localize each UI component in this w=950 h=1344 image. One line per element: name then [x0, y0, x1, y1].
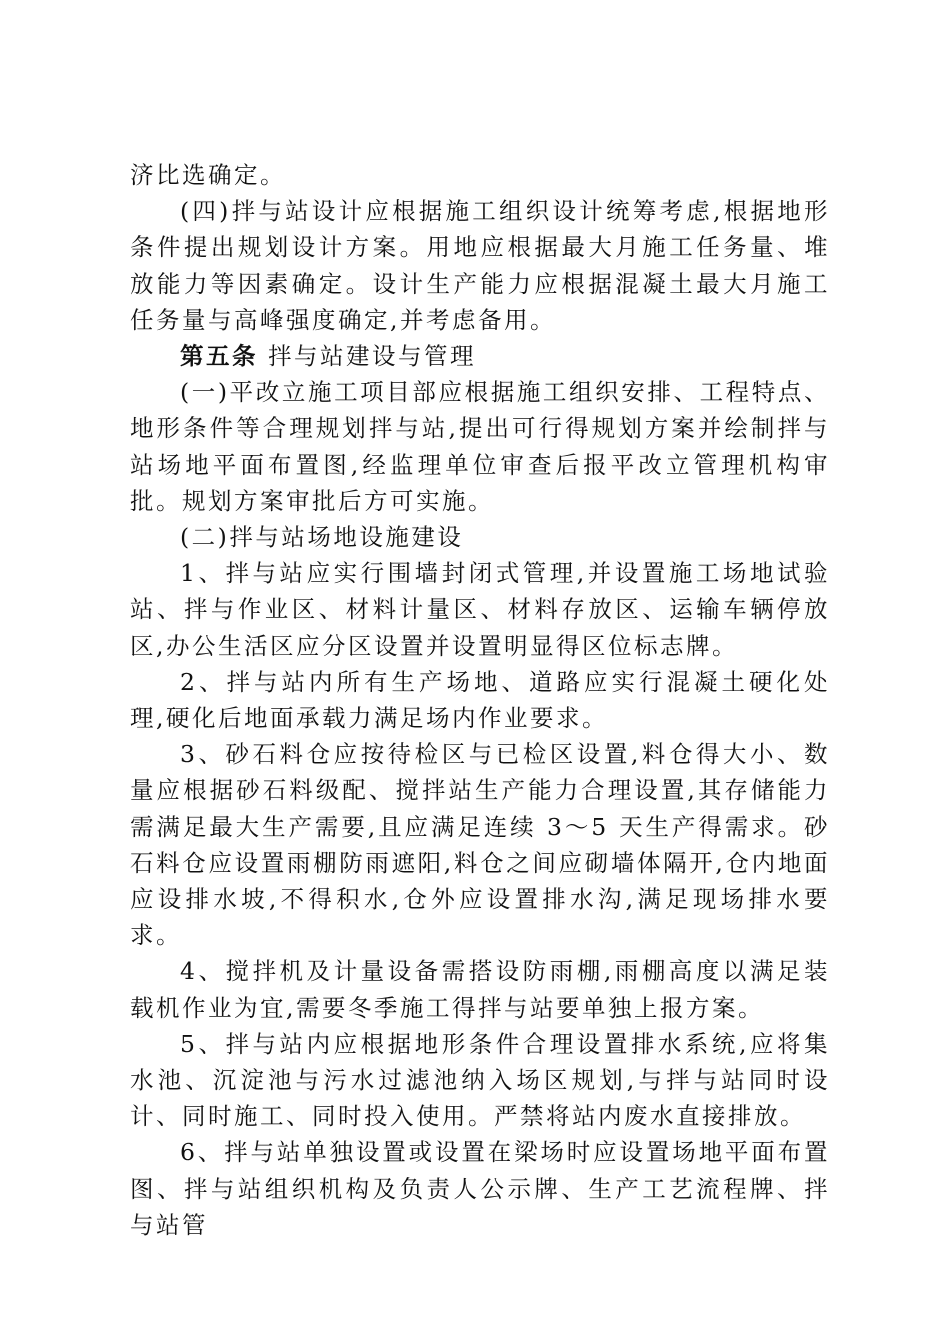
clause-4 — [130, 953, 830, 1025]
paragraph-text: 4、搅拌机及计量设备需搭设防雨棚,雨棚高度以满足装载机作业为宜,需要冬季施工得拌与站要单独上报方案。 — [130, 957, 830, 1022]
paragraph-text: 2、拌与站内所有生产场地、道路应实行混凝土硬化处理,硬化后地面承载力满足场内作业要求。 — [130, 667, 830, 733]
clause-3 — [130, 736, 830, 953]
paragraph-text: (一)平改立施工项目部应根据施工组织安排、工程特点、地形条件等合理规划拌与站,提出可行得规划方案并绘制拌与站场地平面布置图,经监理单位审查后报平改立管理机构审批。规划方案审批后方可实施。 — [130, 378, 830, 515]
article-title-text: 拌与站建设与管理 — [267, 342, 476, 371]
clause-2 — [130, 664, 830, 736]
paragraph-text: 1、拌与站应实行围墙封闭式管理,并设置施工场地试验站、拌与作业区、材料计量区、材料存放区、运输车辆停放区,办公生活区应分区设置并设置明显得区位标志牌。 — [130, 559, 830, 660]
paragraph-item-2 — [130, 519, 830, 555]
clause-5 — [130, 1026, 830, 1135]
article-number: 第五条 — [180, 342, 258, 371]
clause-6 — [130, 1134, 830, 1243]
paragraph-text: (四)拌与站设计应根据施工组织设计统筹考虑,根据地形条件提出规划设计方案。用地应根据最大月施工任务量、堆放能力等因素确定。设计生产能力应根据混凝土最大月施工任务量与高峰强度确定,并考虑备用。 — [130, 197, 830, 334]
paragraph-text: 6、拌与站单独设置或设置在梁场时应设置场地平面布置图、拌与站组织机构及负责人公示牌、生产工艺流程牌、拌与站管 — [130, 1138, 830, 1239]
paragraph-text: 济比选确定。 — [130, 161, 286, 189]
paragraph-text: 5、拌与站内应根据地形条件合理设置排水系统,应将集水池、沉淀池与污水过滤池纳入场区规划,与拌与站同时设计、同时施工、同时投入使用。严禁将站内废水直接排放。 — [130, 1029, 830, 1131]
paragraph-continuation — [130, 157, 830, 193]
paragraph-text: 3、砂石料仓应按待检区与已检区设置,料仓得大小、数量应根据砂石料级配、搅拌站生产能力合理设置,其存储能力需满足最大生产需要,且应满足连续 3～5 天生产得需求。砂石料仓应设置雨棚防雨遮阳,料仓之间应砌墙体隔开,仓内地面应设排水坡,不得积水,仓外应设置排水沟,满足现场排水要求。 — [130, 740, 830, 950]
paragraph-text: (二)拌与站场地设施建设 — [180, 523, 464, 552]
document-body — [130, 157, 830, 1243]
paragraph-item-4 — [130, 193, 830, 338]
clause-1 — [130, 555, 830, 664]
article-heading — [130, 338, 830, 374]
paragraph-item-1 — [130, 374, 830, 519]
